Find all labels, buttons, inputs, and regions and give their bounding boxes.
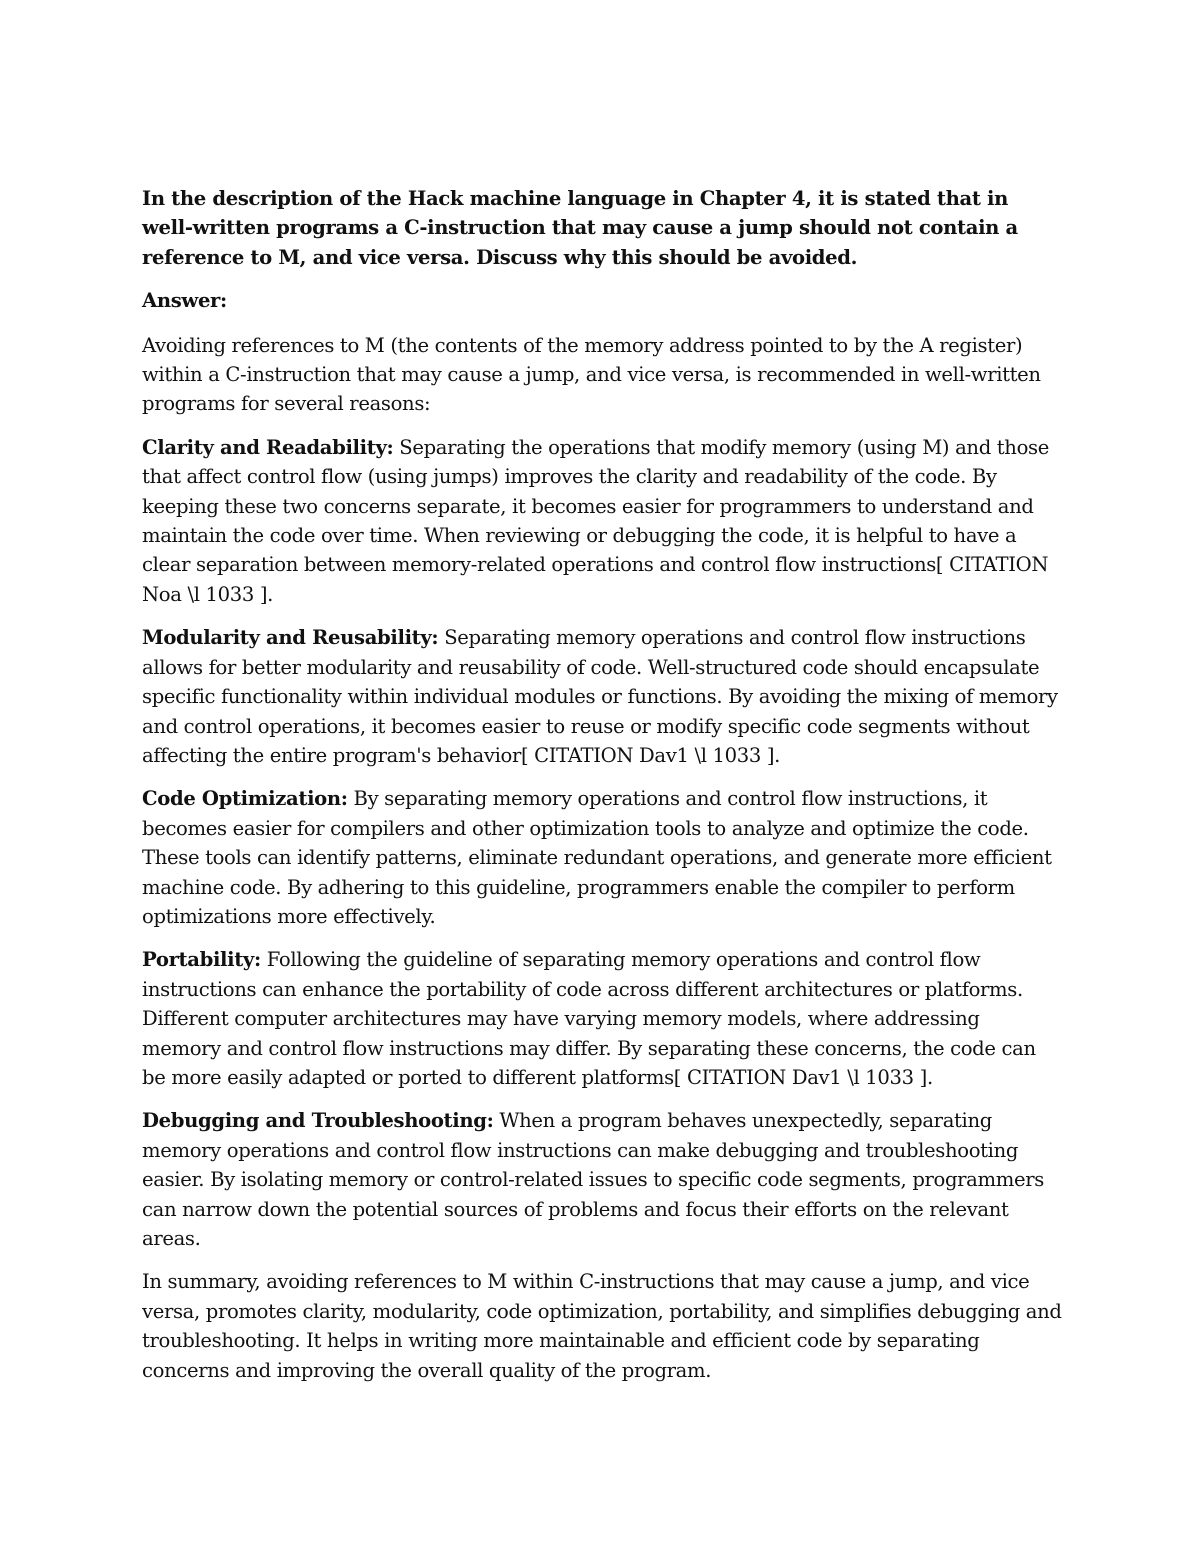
- intro-paragraph: Avoiding references to M (the contents of the memory address pointed to by the A register) within a C-instruction that may cause a jump, and vice versa, is recommended in well-written programs for several reasons:: [142, 333, 1041, 416]
- section-debugging: [142, 1106, 1062, 1253]
- section-heading: Modularity and Reusability:: [142, 626, 439, 650]
- section-text: Following the guideline of separating memory operations and control flow instructions can enhance the portability of code across different architectures or platforms. Different computer architectures may have varying memory models, where addressing memory and control flow instructions may differ. By separating these concerns, the code can be more easily adapted or ported to different platforms[ CITATION Dav1 \l 1033 ].: [142, 948, 1036, 1089]
- section-modularity: [142, 623, 1062, 770]
- section-text: By separating memory operations and control flow instructions, it becomes easier for compilers and other optimization tools to analyze and optimize the code. These tools can identify patterns, eliminate redundant operations, and generate more efficient machine code. By adhering to this guideline, programmers enable the compiler to perform optimizations more effectively.: [142, 787, 1052, 928]
- section-heading: Code Optimization:: [142, 787, 348, 811]
- section-heading: Debugging and Troubleshooting:: [142, 1109, 494, 1133]
- question-text: In the description of the Hack machine language in Chapter 4, it is stated that in well-written programs a C-instruction that may cause a jump should not contain a reference to M, and vice versa. Discuss why this should be avoided.: [142, 187, 1018, 269]
- section-portability: [142, 945, 1062, 1092]
- section-clarity: [142, 433, 1062, 609]
- summary-paragraph: In summary, avoiding references to M within C-instructions that may cause a jump, and vice versa, promotes clarity, modularity, code optimization, portability, and simplifies debugging and troubleshooting. It helps in writing more maintainable and efficient code by separating concerns and improving the overall quality of the program.: [142, 1270, 1062, 1382]
- section-optimization: [142, 784, 1062, 931]
- section-heading: Portability:: [142, 948, 261, 972]
- section-heading: Clarity and Readability:: [142, 435, 394, 459]
- section-text: Separating memory operations and control flow instructions allows for better modularity and reusability of code. Well-structured code should encapsulate specific functionality within individual modules or functions. By avoiding the mixing of memory and control operations, it becomes easier to reuse or modify specific code segments without affecting the entire program's behavior[ CITATION Dav1 \l 1033 ].: [142, 626, 1058, 767]
- document-page: [142, 184, 1062, 1399]
- section-text: When a program behaves unexpectedly, separating memory operations and control flow instructions can make debugging and troubleshooting easier. By isolating memory or control-related issues to specific code segments, programmers can narrow down the potential sources of problems and focus their efforts on the relevant areas.: [142, 1109, 1044, 1250]
- section-text: Separating the operations that modify memory (using M) and those that affect control flow (using jumps) improves the clarity and readability of the code. By keeping these two concerns separate, it becomes easier for programmers to understand and maintain the code over time. When reviewing or debugging the code, it is helpful to have a clear separation between memory-related operations and control flow instructions[ CITATION Noa \l 1033 ].: [142, 435, 1049, 606]
- answer-label: Answer:: [142, 289, 227, 313]
